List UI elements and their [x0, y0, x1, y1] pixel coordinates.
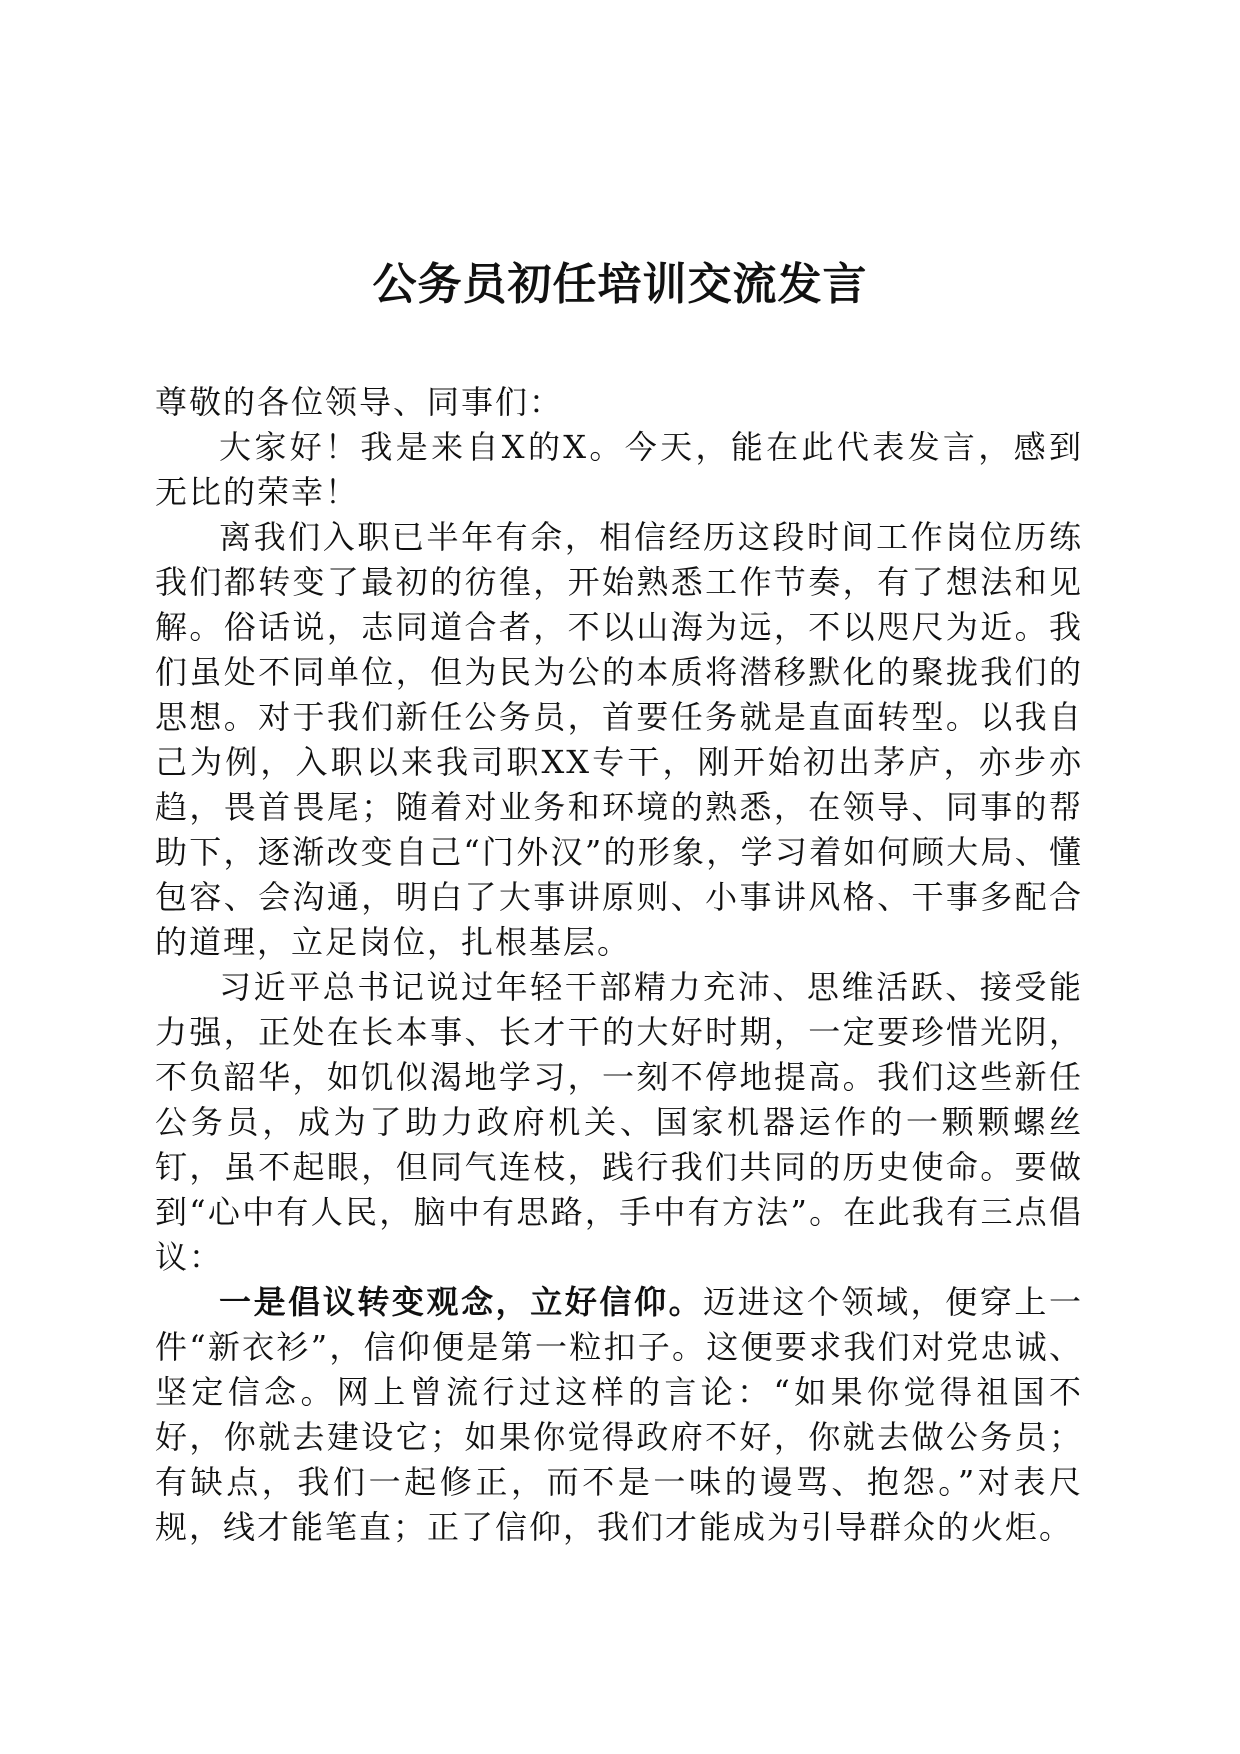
paragraph-greeting: 大家好！我是来自X的X。今天，能在此代表发言，感到无比的荣幸！ [155, 428, 1083, 511]
paragraph-quote: 习近平总书记说过年轻干部精力充沛、思维活跃、接受能力强，正处在长本事、长才干的大好时期，一定要珍惜光阴，不负韶华，如饥似渴地学习，一刻不停地提高。我们这些新任公务员，成为了助力政府机关、国家机器运作的一颗颗螺丝钉，虽不起眼，但同气连枝，践行我们共同的历史使命。要做到“心中有人民，脑中有思路，手中有方法”。在此我有三点倡议： [155, 968, 1083, 1276]
proposal-1-heading: 一是倡议转变观念，立好信仰。 [219, 1283, 704, 1321]
proposal-1-text: 迈进这个领域，便穿上一件“新衣衫”，信仰便是第一粒扣子。这便要求我们对党忠诚、坚定信念。网上曾流行过这样的言论：“如果你觉得祖国不好，你就去建设它；如果你觉得政府不好，你就去做公务员；有缺点，我们一起修正，而不是一味的谩骂、抱怨。”对表尺规，线才能笔直；正了信仰，我们才能成为引导群众的火炬。 [155, 1283, 1083, 1546]
salutation: 尊敬的各位领导、同事们： [155, 383, 564, 421]
paragraph-transition: 离我们入职已半年有余，相信经历这段时间工作岗位历练我们都转变了最初的彷徨，开始熟悉工作节奏，有了想法和见解。俗话说，志同道合者，不以山海为远，不以咫尺为近。我们虽处不同单位，但为民为公的本质将潜移默化的聚拢我们的思想。对于我们新任公务员，首要任务就是直面转型。以我自己为例，入职以来我司职XX专干，刚开始初出茅庐，亦步亦趋，畏首畏尾；随着对业务和环境的熟悉，在领导、同事的帮助下，逐渐改变自己“门外汉”的形象，学习着如何顾大局、懂包容、会沟通，明白了大事讲原则、小事讲风格、干事多配合的道理，立足岗位，扎根基层。 [155, 518, 1083, 961]
document-title: 公务员初任培训交流发言 [372, 259, 868, 310]
document-body [155, 380, 1083, 1550]
paragraph-proposal-1 [155, 1280, 1083, 1550]
